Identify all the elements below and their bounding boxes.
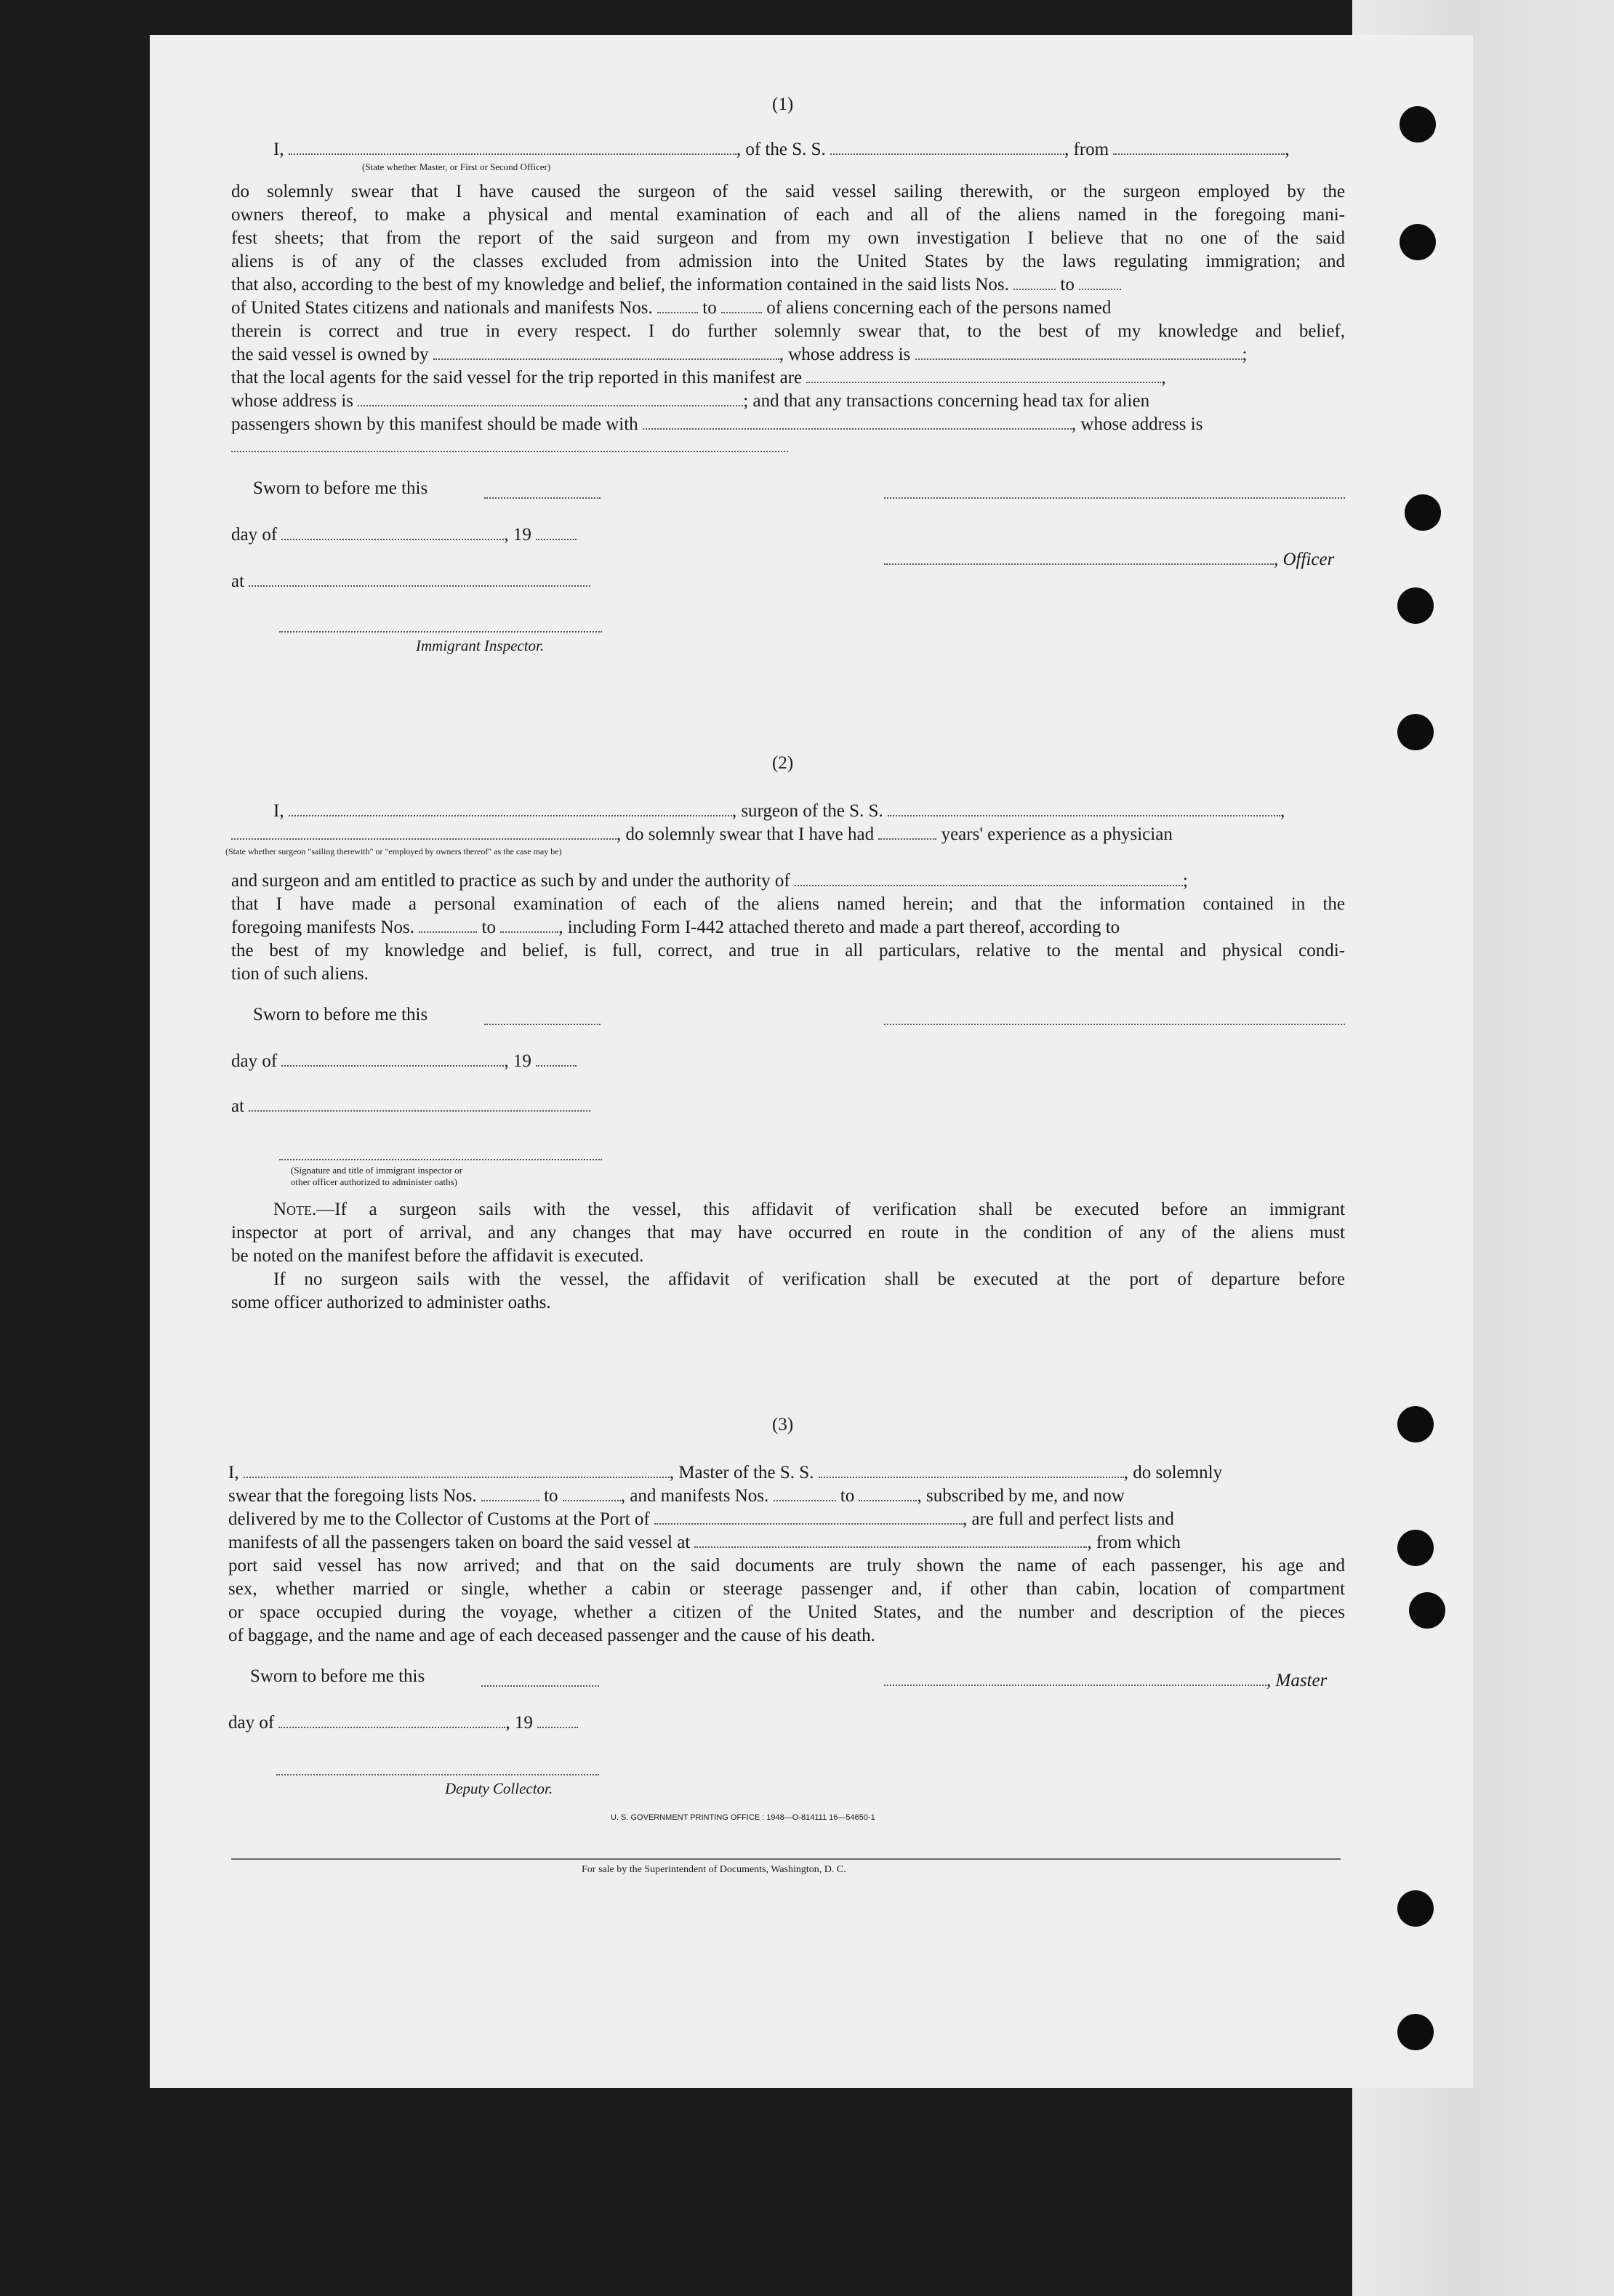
note-para: If no surgeon sails with the vessel, the affidavit of verification shall be executed at the port of departure before: [273, 1269, 1345, 1289]
text: at: [231, 571, 245, 591]
sale-notice: For sale by the Superintendent of Documents, Washington, D. C.: [582, 1864, 846, 1875]
blank-day[interactable]: [281, 524, 504, 540]
text: , do solemnly swear that I have had: [617, 824, 875, 844]
text: , from: [1064, 140, 1109, 159]
text: , are full and perfect lists and: [963, 1509, 1174, 1529]
footer-rule: [231, 1858, 1341, 1860]
section-1-para: owners thereof, to make a physical and mental examination of each and all of the aliens named in the foregoing mani-: [231, 205, 1345, 225]
punch-hole: [1409, 1592, 1445, 1629]
blank-list-to[interactable]: [563, 1485, 621, 1501]
blank-manifest-to[interactable]: [859, 1485, 917, 1501]
blank-port[interactable]: [654, 1509, 963, 1525]
section-3-para: or space occupied during the voyage, whether a citizen of the United States, and the number and description of the pieces: [228, 1602, 1345, 1622]
text: manifests of all the passengers taken on board the said vessel at: [228, 1533, 691, 1552]
blank-agents[interactable]: [806, 367, 1161, 383]
punch-hole: [1397, 2014, 1434, 2050]
section-1-para: do solemnly swear that I have caused the surgeon of the said vessel sailing therewith, or the surgeon employed by the: [231, 182, 1345, 201]
inspector-signature[interactable]: [279, 631, 602, 633]
note-para: be noted on the manifest before the affidavit is executed.: [231, 1246, 644, 1266]
section-2-status-note: (State whether surgeon "sailing therewith" or "employed by owners thereof" as the case may be): [225, 846, 562, 856]
text: , 19: [505, 1713, 533, 1733]
blank-manifest-to[interactable]: [500, 917, 558, 933]
text: —If a surgeon sails with the vessel, this affidavit of verification shall be executed before an immigrant: [316, 1200, 1345, 1219]
blank-authority[interactable]: [795, 870, 1183, 886]
text: to: [1060, 275, 1075, 294]
text: years' experience as a physician: [941, 824, 1173, 844]
section-1-para: fest sheets; that from the report of the said surgeon and from my own investigation I believe that no one of the said: [231, 228, 1345, 248]
text: at: [231, 1096, 245, 1116]
note-label: Note.: [273, 1200, 317, 1219]
text: I,: [228, 1463, 239, 1482]
section-1-para: [231, 413, 1203, 436]
text: , 19: [504, 1051, 531, 1071]
text: and surgeon and am entitled to practice as such by and under the authority of: [231, 871, 790, 891]
punch-hole: [1397, 1406, 1434, 1442]
blank-day[interactable]: [281, 1051, 504, 1067]
blank-surgeon-name[interactable]: [289, 800, 732, 816]
note-para: some officer authorized to administer oaths.: [231, 1293, 551, 1312]
blank-sworn-date[interactable]: [484, 1024, 601, 1025]
text: of aliens concerning each of the persons named: [766, 298, 1112, 318]
blank-vessel-name[interactable]: [830, 139, 1064, 155]
section-2-line-2: [231, 823, 1173, 846]
blank-manifest-from[interactable]: [774, 1485, 836, 1501]
text: to: [840, 1486, 855, 1506]
sworn-text: Sworn to before me this: [253, 1005, 428, 1024]
section-1-title-note: (State whether Master, or First or Second Officer): [362, 161, 551, 172]
text: , Officer: [1274, 550, 1335, 569]
section-2-para: that I have made a personal examination of each of the aliens named herein; and that the information contained in the: [231, 894, 1345, 914]
section-3-para: [228, 1485, 1125, 1508]
at-text: [231, 1095, 590, 1118]
text: I,: [273, 140, 284, 159]
text: foregoing manifests Nos.: [231, 918, 415, 937]
punch-hole: [1405, 494, 1441, 531]
section-1-para: [231, 390, 1149, 413]
text: , of the S. S.: [736, 140, 826, 159]
text: , do solemnly: [1123, 1463, 1223, 1482]
signature-note: (Signature and title of immigrant inspector or: [291, 1165, 463, 1176]
blank-owner[interactable]: [433, 344, 779, 360]
text: day of: [228, 1713, 275, 1733]
blank-head-tax-address[interactable]: [231, 451, 788, 452]
punch-hole: [1397, 1530, 1434, 1566]
text: , whose address is: [779, 345, 911, 364]
text: , 19: [504, 525, 531, 545]
blank-list-from[interactable]: [481, 1485, 539, 1501]
blank-master-name[interactable]: [244, 1462, 670, 1478]
section-2-para: the best of my knowledge and belief, is full, correct, and true in all particulars, relative to the mental and physical condi-: [231, 941, 1345, 960]
blank-manifest-from[interactable]: [657, 297, 698, 313]
text: that the local agents for the said vessel for the trip reported in this manifest are: [231, 368, 803, 388]
section-3-para: [228, 1531, 1181, 1554]
text: ;: [1183, 871, 1188, 891]
text: , whose address is: [1071, 414, 1203, 434]
blank-manifest-to[interactable]: [721, 297, 762, 313]
printing-office-imprint: U. S. GOVERNMENT PRINTING OFFICE : 1948—O-814111 16—54650-1: [611, 1813, 875, 1822]
inspector-signature[interactable]: [279, 1159, 602, 1160]
blank-officer-title[interactable]: [289, 139, 736, 155]
blank-vessel-name[interactable]: [888, 800, 1280, 816]
section-1-para: [231, 366, 1166, 390]
blank-list-to[interactable]: [1079, 274, 1121, 290]
blank-departure-port[interactable]: [694, 1532, 1087, 1548]
master-line: [884, 1669, 1327, 1693]
text: ; and that any transactions concerning head tax for alien: [743, 391, 1150, 411]
text: ,: [1161, 368, 1166, 388]
note-para: [273, 1198, 1345, 1221]
officer-signature-2[interactable]: [884, 549, 1274, 565]
blank-sworn-date[interactable]: [484, 497, 601, 499]
section-3-line-1: [228, 1461, 1222, 1485]
text: to: [481, 918, 496, 937]
section-2-para: tion of such aliens.: [231, 964, 369, 984]
section-2-line-1: [273, 800, 1285, 823]
section-1-para: [231, 273, 1121, 297]
text: , including Form I-442 attached thereto and made a part thereof, according to: [558, 918, 1120, 937]
section-1-line-1: [273, 138, 1290, 161]
blank-year[interactable]: [536, 1051, 577, 1067]
surgeon-signature[interactable]: [884, 1024, 1345, 1025]
punch-hole: [1397, 714, 1434, 750]
text: day of: [231, 1051, 278, 1071]
section-1-para: [231, 297, 1111, 320]
punch-hole: [1400, 224, 1436, 260]
blank-owner-address[interactable]: [915, 344, 1242, 360]
collector-signature[interactable]: [276, 1774, 599, 1775]
section-2-para: [231, 916, 1120, 939]
text: ,: [1285, 140, 1290, 159]
at-text: [231, 570, 590, 593]
section-1-para: therein is correct and true in every respect. I do further solemnly swear that, to the best of my knowledge and belief,: [231, 321, 1345, 341]
blank-from[interactable]: [1113, 139, 1285, 155]
text: , from which: [1087, 1533, 1181, 1552]
text: delivered by me to the Collector of Customs at the Port of: [228, 1509, 650, 1529]
text: , surgeon of the S. S.: [731, 801, 883, 821]
section-2-para: [231, 870, 1188, 893]
text: to: [544, 1486, 558, 1506]
section-1-para: [231, 343, 1247, 366]
blank-head-tax[interactable]: [643, 414, 1072, 430]
blank-year[interactable]: [536, 524, 577, 540]
text: day of: [231, 525, 278, 545]
text: ;: [1242, 345, 1248, 364]
sworn-text: Sworn to before me this: [253, 478, 428, 498]
punch-hole: [1400, 106, 1436, 143]
signature-note: other officer authorized to administer oaths): [291, 1176, 457, 1187]
text: to: [702, 298, 717, 318]
text: , Master of the S. S.: [669, 1463, 814, 1482]
blank-surgeon-status[interactable]: [231, 824, 617, 840]
blank-place[interactable]: [249, 1096, 590, 1112]
master-signature[interactable]: [884, 1670, 1266, 1686]
text: whose address is: [231, 391, 354, 411]
text: passengers shown by this manifest should be made with: [231, 414, 638, 434]
section-1-number: (1): [772, 95, 794, 114]
punch-hole: [1397, 1890, 1434, 1927]
text: I,: [273, 801, 284, 821]
officer-signature-1[interactable]: [884, 497, 1345, 499]
day-of-text: [228, 1711, 578, 1735]
text: of United States citizens and nationals and manifests Nos.: [231, 298, 653, 318]
note-para: inspector at port of arrival, and any changes that may have occurred en route in the condition of any of the aliens must: [231, 1223, 1345, 1243]
blank-years[interactable]: [878, 824, 936, 840]
text: swear that the foregoing lists Nos.: [228, 1486, 477, 1506]
blank-sworn-date[interactable]: [481, 1685, 599, 1687]
collector-caption: Deputy Collector.: [445, 1780, 553, 1797]
punch-hole: [1397, 587, 1434, 624]
section-3-para: of baggage, and the name and age of each deceased passenger and the cause of his death.: [228, 1626, 875, 1645]
sworn-text: Sworn to before me this: [250, 1666, 425, 1686]
section-2-number: (2): [772, 753, 794, 773]
section-1-para: aliens is of any of the classes excluded from admission into the United States by the laws regulating immigration; and: [231, 252, 1345, 271]
day-of-text: [231, 523, 577, 547]
section-3-para: [228, 1508, 1174, 1531]
blank-list-from[interactable]: [1013, 274, 1056, 290]
text: ,: [1280, 801, 1285, 821]
text: , and manifests Nos.: [620, 1486, 769, 1506]
blank-manifest-from[interactable]: [419, 917, 477, 933]
blank-year[interactable]: [537, 1712, 578, 1728]
day-of-text: [231, 1050, 577, 1073]
text: the said vessel is owned by: [231, 345, 429, 364]
section-3-para: sex, whether married or single, whether a cabin or steerage passenger and, if other than cabin, location of compartment: [228, 1579, 1345, 1599]
text: , Master: [1266, 1671, 1328, 1690]
blank-agents-address[interactable]: [358, 390, 743, 406]
blank-place[interactable]: [249, 571, 590, 587]
blank-day[interactable]: [278, 1712, 505, 1728]
inspector-caption: Immigrant Inspector.: [416, 637, 545, 654]
section-3-para: port said vessel has now arrived; and that on the said documents are truly shown the name of each passenger, his age and: [228, 1556, 1345, 1576]
blank-vessel-name[interactable]: [819, 1462, 1124, 1478]
text: , subscribed by me, and now: [917, 1486, 1125, 1506]
officer-line: [884, 548, 1334, 571]
section-3-number: (3): [772, 1415, 794, 1434]
text: that also, according to the best of my knowledge and belief, the information contained in the said lists Nos.: [231, 275, 1009, 294]
